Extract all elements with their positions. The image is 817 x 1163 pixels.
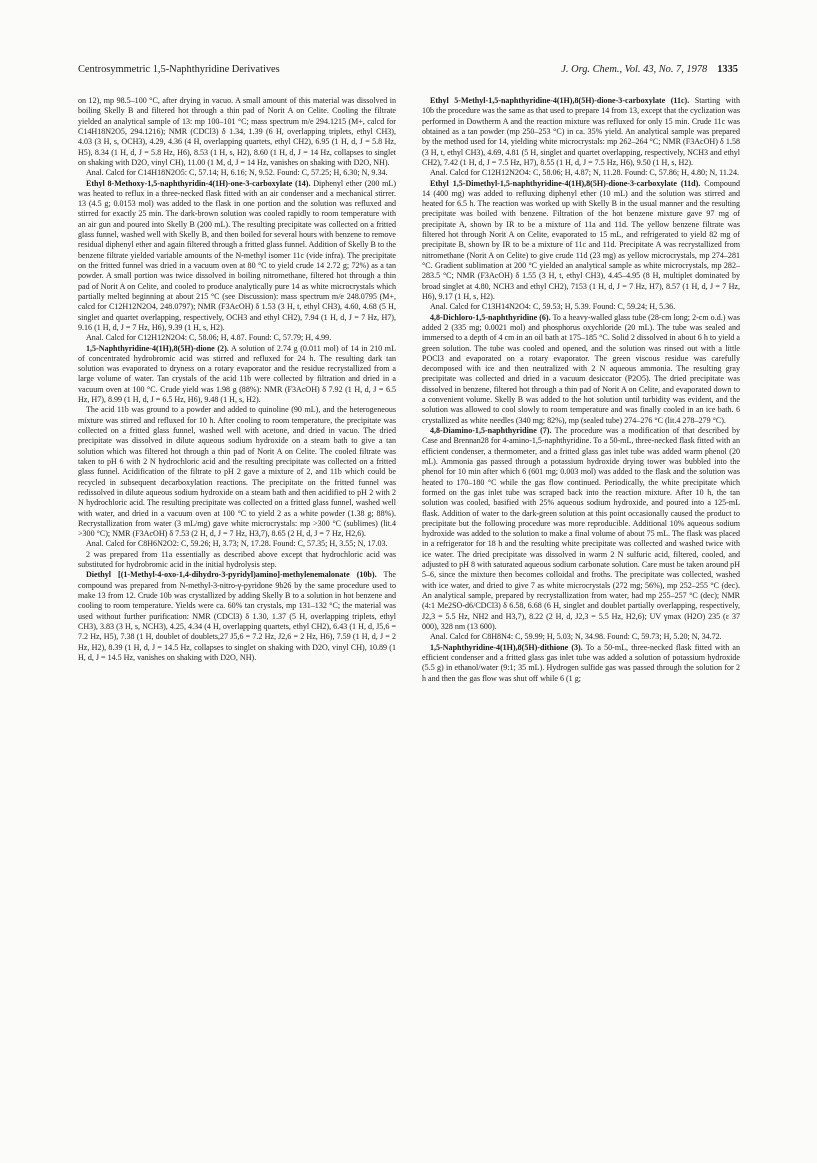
paragraph bbox=[422, 96, 740, 168]
paragraph bbox=[78, 168, 396, 178]
paragraph bbox=[78, 96, 396, 168]
paragraph bbox=[422, 632, 740, 642]
section-heading: Ethyl 8-Methoxy-1,5-naphthyridin-4(1H)-one-3-carboxylate (14). bbox=[86, 178, 311, 188]
right-column bbox=[422, 96, 740, 684]
journal-name: J. Org. Chem., Vol. 43, No. 7, 1978 bbox=[561, 64, 708, 75]
paragraph-text: Anal. Calcd for C12H12N2O4: C, 58.06; H, 4.87; N, 11.28. Found: C, 57.86; H, 4.80; N, 11.24. bbox=[430, 168, 739, 178]
paragraph-text: Compound 14 (400 mg) was added to refluxing diphenyl ether (10 mL) and the solution was stirred and heated for 6.5 h. The reaction was worked up with Skelly B in the usual manner and the resulting precipitate was boiled with benzene. Filtration of the hot benzene mixture gave 97 mg of precipitate A, shown by IR to be a mixture of 11a and 11d. The yellow benzene filtrate was filtered hot through Norit A on Celite, evaporated to 15 mL, and refrigerated to yield 82 mg of precipitate B, shown by IR to be a mixture of 11c and 11d. Precipitate A was recrystallized from nitromethane (Norit A on Celite) to give crude 11d (23 mg) as yellow microcrystals, mp 274–281 °C. Gradient sublimation at 200 °C yielded an analytical sample as white microcrystals, mp 282–283.5 °C; NMR (F3AcOH) δ 1.55 (3 H, t, ethyl CH3), 4.45–4.95 (8 H, multiplet dominated by broad singlet at 4.80, NCH3 and ethyl CH2), 7153 (1 H, d, J = 7 Hz, H7), 8.57 (1 H, d, J = 7 Hz, H6), 9.17 (1 H, s, H2). bbox=[422, 178, 740, 301]
section-heading: 1,5-Naphthyridine-4(1H),8(5H)-dithione (3). bbox=[430, 642, 583, 652]
paragraph-text: The acid 11b was ground to a powder and added to quinoline (90 mL), and the heterogeneous mixture was stirred and refluxed for 10 h. After cooling to room temperature, the precipitate was collected on a fritted glass funnel, washed well with acetone, and dried in vacuo. The dried precipitate was dissolved in dilute aqueous sodium hydroxide on a steam bath to give a tan solution which was filtered hot through a thin pad of Norit A on Celite. The cooled filtrate was taken to pH 6 with 2 N hydrochloric acid and the resulting precipitate was collected on a fritted glass funnel. Acidification of the filtrate to pH 2 gave a mixture of 2, and 11b which could be recycled in subsequent decarboxylation reactions. The precipitate on the fritted funnel was redissolved in dilute aqueous sodium hydroxide on a steam bath and then acidified to pH 2 with 2 N hydrochloric acid. The resulting precipitate was collected on a fritted glass funnel, washed well with water, and dried in a vacuum oven at 100 °C to yield 2 as a white powder (1.38 g; 88%). Recrystallization from water (3 mL/mg) gave white microcrystals: mp >300 °C (sublimes) (lit.4 >300 °C); NMR (F3AcOH) δ 7.53 (2 H, d, J = 7 Hz, H3,7), 8.65 (2 H, d, J = 7 Hz, H2,6). bbox=[78, 405, 396, 539]
paragraph-text: A solution of 2.74 g (0.011 mol) of 14 in 210 mL of concentrated hydrobromic acid was stirred and refluxed for 24 h. The resulting dark tan solution was evaporated to dryness on a rotary evaporator and the residue recrystallized from a large volume of water. Tan crystals of the acid 11b were collected by filtration and dried in a vacuum oven at 100 °C. Crude yield was 1.98 g (88%): NMR (F3AcOH) δ 7.92 (1 H, d, J = 6.5 Hz, H7), 8.99 (1 H, d, J = 6.5 Hz, H6), 9.48 (1 H, s, H2). bbox=[78, 343, 396, 405]
section-heading: Diethyl [(1-Methyl-4-oxo-1,4-dihydro-3-pyridyl)amino]-methylenemalonate (10b). bbox=[86, 570, 377, 580]
paragraph bbox=[78, 333, 396, 343]
paragraph bbox=[78, 405, 396, 539]
section-heading: Ethyl 1,5-Dimethyl-1,5-naphthyridine-4(1H),8(5H)-dione-3-carboxylate (11d). bbox=[430, 178, 701, 188]
paragraph bbox=[78, 344, 396, 406]
paragraph-text: Anal. Calcd for C14H18N2O5: C, 57.14; H, 6.16; N, 9.52. Found: C, 57.25; H, 6.30; N, 9.34. bbox=[86, 168, 388, 178]
paragraph bbox=[422, 302, 740, 312]
running-title: Centrosymmetric 1,5-Naphthyridine Derivatives bbox=[78, 64, 280, 75]
section-heading: 4,8-Diamino-1,5-naphthyridine (7). bbox=[430, 426, 552, 435]
paragraph bbox=[78, 179, 396, 334]
section-heading: 4,8-Dichloro-1,5-naphthyridine (6). bbox=[430, 312, 551, 322]
paragraph-text: The procedure was a modification of that described by Case and Brennan28 for 4-amino-1,5-naphthyridine. To a 50-mL, three-necked flask fitted with an efficient condenser, a thermometer, and a fritted glass gas inlet tube was added warm phenol (20 mL). Ammonia gas passed through a potassium hydroxide drying tower was bubbled into the phenol for 10 min after which 6 (601 mg; 0.003 mol) was added to the flask and the solution was heated to 170–180 °C while the gas flow continued. Periodically, the white precipitate which formed on the gas inlet tube was scraped back into the reaction mixture. After 10 h, the tan solution was cooled, basified with 25% aqueous sodium hydroxide, and poured into a 125-mL flask. Addition of water to the dark-green solution at this point occasionally caused the product to precipitate but the following procedure was more reproducible. Additional 10% aqueous sodium hydroxide was added to the solution to make a final volume of about 75 mL. The flask was placed in a refrigerator for 18 h and the resulting white precipitate was collected and washed twice with ice water. The dried precipitate was dissolved in warm 2 N sulfuric acid, filtered, cooled, and adjusted to pH 8 with saturated aqueous sodium carbonate solution. Care must be taken around pH 5–6, since the mixture then becomes colloidal and froths. The precipitate was collected, washed with ice water, and dried to give 7 as white microcrystals (272 mg; 56%), mp 252–255 °C (dec). An analytical sample, prepared by recrystallization from water, had mp 255–257 °C (dec); NMR (4:1 Me2SO-d6/CDCl3) δ 6.58, 6.68 (6 H, singlet and doublet partially overlapping, respectively, J2,3 = 5.5 Hz, NH2 and H3,7), 8.22 (2 H, d, J2,3 = 5.5 Hz, H2,6); UV γmax (H2O) 235 (ε 37 000), 328 nm (13 600). bbox=[422, 426, 741, 631]
paragraph-text: Anal. Calcd for C13H14N2O4: C, 59.53; H, 5.39. Found: C, 59.24; H, 5.36. bbox=[430, 302, 676, 312]
left-column bbox=[78, 96, 396, 663]
paragraph-text: 2 was prepared from 11a essentially as described above except that hydrochloric acid was substituted for hydrobromic acid in the initial hydrolysis step. bbox=[78, 549, 396, 570]
section-heading: Ethyl 5-Methyl-1,5-naphthyridine-4(1H),8(5H)-dione-3-carboxylate (11c). bbox=[430, 96, 690, 105]
page-number: 1335 bbox=[717, 64, 738, 75]
paragraph bbox=[422, 168, 740, 178]
paragraph bbox=[422, 426, 740, 632]
paragraph-text: on 12), mp 98.5–100 °C, after drying in vacuo. A small amount of this material was dissolved in boiling Skelly B and filtered hot through a thin pad of Norit A on Celite. Cooling the filtrate yielded an analytical sample of 13: mp 100–101 °C; mass spectrum m/e 294.1215 (M+, calcd for C14H18N2O5, 294.1216); NMR (CDCl3) δ 1.34, 1.39 (6 H, overlapping triplets, ethyl CH3), 4.03 (3 H, s, OCH3), 4.29, 4.36 (4 H, overlapping quartets, ethyl CH2), 6.95 (1 H, d, J = 5.8 Hz, H5), 8.34 (1 H, d, J = 5.8 Hz, H6), 8.53 (1 H, s, H2), 8.60 (1 H, d, J = 14 Hz, collapses to singlet on shaking with D2O, vinyl CH), 11.00 (1 M, d, J = 14 Hz, vanishes on shaking with D2O, NH). bbox=[78, 96, 396, 167]
paragraph bbox=[422, 179, 740, 303]
paragraph-text: Starting with 10b the procedure was the same as that used to prepare 14 from 13, except that the cyclization was performed in Dowtherm A and the reaction mixture was refluxed for only 15 min. Crude 11c was obtained as a tan powder (mp 250–253 °C) in ca. 35% yield. An analytical sample was prepared by the method used for 14, yielding white microcrystals: mp 262–264 °C; NMR (F3AcOH) δ 1.58 (3 H, t, ethyl CH3), 4.69, 4.81 (5 H, singlet and quartet overlapping, respectively, NCH3 and ethyl CH2), 7.42 (1 H, d, J = 7.5 Hz, H7), 8.55 (1 H, d, J = 7.5 Hz, H6), 9.50 (1 H, s, H2). bbox=[422, 96, 740, 167]
paragraph-text: Anal. Calcd for C8H6N2O2: C, 59.26; H, 3.73; N, 17.28. Found: C, 57.35; H, 3.55; N, 17.03. bbox=[86, 539, 388, 549]
paragraph bbox=[78, 570, 396, 663]
paragraph bbox=[422, 643, 740, 684]
paragraph-text: Anal. Calcd for C12H12N2O4: C, 58.06; H, 4.87. Found: C, 57.79; H, 4.99. bbox=[86, 333, 332, 343]
paragraph-text: Anal. Calcd for C8H8N4: C, 59.99; H, 5.03; N, 34.98. Found: C, 59.73; H, 5.20; N, 34.72. bbox=[430, 632, 722, 642]
section-heading: 1,5-Naphthyridine-4(1H),8(5H)-dione (2). bbox=[86, 343, 229, 353]
paragraph-text: To a heavy-walled glass tube (28-cm long; 2-cm o.d.) was added 2 (335 mg; 0.0021 mol) and phosphorus oxychloride (20 mL). The tube was sealed and immersed to a depth of 4 cm in an oil bath at 175–185 °C. Solid 2 dissolved in about 6 h to yield a green solution. The tube was cooled and opened, and the solution was rinsed out with a little POCl3 and evaporated on a rotary evaporator. The green viscous residue was carefully decomposed with ice and then neutralized with 2 N aqueous ammonia. The resulting gray precipitate was collected and dried in a vacuum desiccator (P2O5). The dried precipitate was dissolved in benzene, filtered hot through a thin pad of Norit A on Celite, and evaporated down to a convenient volume. Skelly B was added to the hot solution until turbidity was evident, and the solution was allowed to cool slowly to room temperature and was finally cooled in an ice bath. 6 crystallized as white needles (340 mg; 82%), mp (sealed tube) 274–276 °C (lit.4 278–279 °C). bbox=[422, 312, 741, 425]
paragraph bbox=[422, 313, 740, 426]
page-header bbox=[78, 64, 738, 78]
paragraph bbox=[78, 539, 396, 549]
paragraph-text: To a 50-mL, three-necked flask fitted with an efficient condenser and a fritted glass gas inlet tube was added a solution of potassium hydroxide (5.5 g) in ethanol/water (9:1; 35 mL). Hydrogen sulfide gas was passed through the solution for 2 h and then the gas flow was shut off while 6 (1 g; bbox=[422, 642, 740, 683]
paragraph-text: The compound was prepared from N-methyl-3-nitro-γ-pyridone 9b26 by the same procedure used to make 13 from 12. Crude 10b was crystallized by adding Skelly B to a solution in hot benzene and cooling to room temperature. Yields were ca. 60% tan crystals, mp 131–132 °C; the material was used without further purification: NMR (CDCl3) δ 1.30, 1.37 (5 H, overlapping triplets, ethyl CH3), 3.83 (3 H, s, NCH3), 4.25, 4.34 (4 H, overlapping quartets, ethyl CH2), 6.43 (1 H, d, J5,6 = 7.2 Hz, H5), 7.38 (1 H, doublet of doublets,27 J5,6 = 7.2 Hz, J2,6 = 2 Hz, H6), 7.59 (1 H, d, J = 2 Hz, H2), 8.39 (1 H, d, J = 14.5 Hz, collapses to singlet on shaking with D2O, vinyl CH), 10.89 (1 H, d, J = 14.5 Hz, vanishes on shaking with D2O, NH). bbox=[78, 570, 396, 662]
paragraph bbox=[78, 550, 396, 571]
journal-citation bbox=[561, 64, 738, 75]
paragraph-text: Diphenyl ether (200 mL) was heated to reflux in a three-necked flask fitted with an air condenser and a mechanical stirrer. 13 (4.5 g; 0.0153 mol) was added to the flask in one portion and the solution was refluxed and stirred for exactly 25 min. The dark-brown solution was cooled rapidly to room temperature with an air gun and poured into Skelly B (200 mL). The resulting precipitate was collected on a fritted glass funnel, washed well with Skelly B, and then boiled for several hours with benzene to remove residual diphenyl ether and again filtered through a fritted glass funnel. Addition of Skelly B to the benzene filtrate yielded variable amounts of the N-methyl isomer 11c (vide infra). The precipitate on the fritted funnel was dried in a vacuum oven at 80 °C to yield crude 14 2.72 g; 72%) as a tan powder. A small portion was twice dissolved in boiling nitromethane, filtered hot through a thin pad of Norit A on Celite, and cooled to produce analytically pure 14 as white microcrystals which partially melted beginning at about 215 °C (see Discussion): mass spectrum m/e 248.0795 (M+, calcd for C12H12N2O4, 248.0797); NMR (F3AcOH) δ 1.53 (3 H, t, ethyl CH3), 4.60, 4.68 (5 H, singlet and quartet overlapping, respectively, OCH3 and ethyl CH2), 7.94 (1 H, d, J = 7 Hz, H7), 9.16 (1 H, d, J = 7 Hz, H6), 9.39 (1 H, s, H2). bbox=[78, 178, 397, 332]
